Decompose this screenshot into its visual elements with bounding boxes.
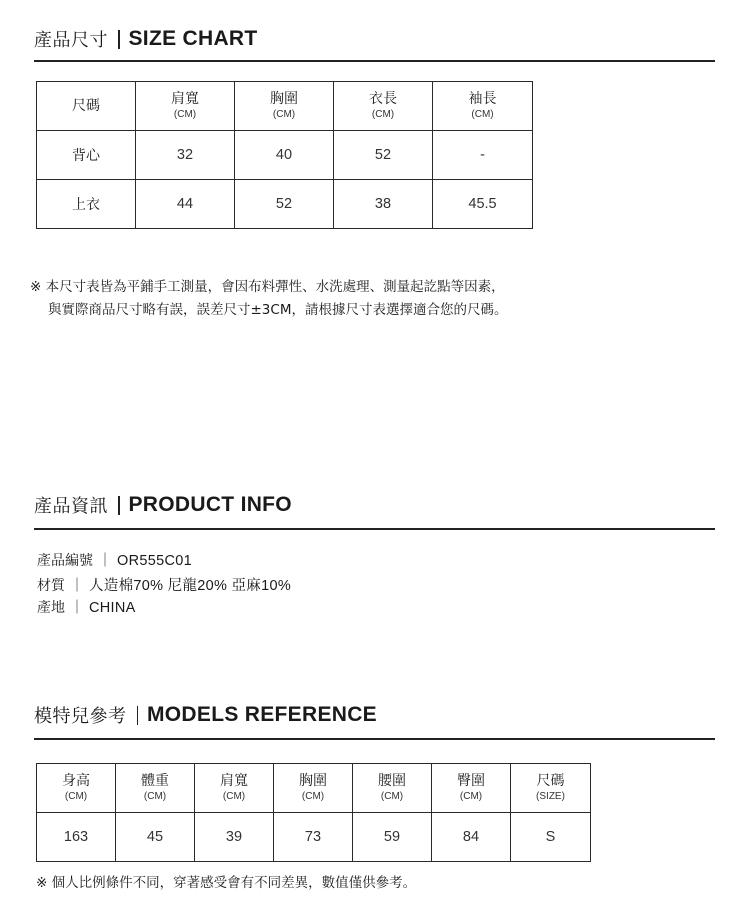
material-line: [37, 574, 291, 595]
table-cell: 163: [37, 813, 116, 862]
section-rule: [34, 738, 715, 740]
info-label: 產品編號: [37, 553, 93, 569]
models-header-cell: 胸圍 (CM): [274, 764, 353, 813]
size-chart-note-line2: 與實際商品尺寸略有誤，誤差尺寸±3CM，請根據尺寸表選擇適合您的尺碼。: [48, 302, 508, 318]
info-separator: ｜: [70, 600, 84, 616]
table-cell: 45.5: [433, 180, 533, 229]
models-reference-title-zh: 模特兒參考: [34, 706, 127, 727]
models-reference-heading: [34, 702, 377, 728]
size-chart-header-cell: 肩寬 (CM): [136, 82, 235, 131]
table-cell: 38: [334, 180, 433, 229]
section-rule: [34, 528, 715, 530]
info-separator: ｜: [98, 553, 112, 569]
product-info-title-en: PRODUCT INFO: [128, 493, 292, 516]
info-value: CHINA: [89, 600, 136, 616]
table-row: [37, 180, 533, 229]
size-label-cell: 背心: [37, 131, 136, 180]
table-cell: 73: [274, 813, 353, 862]
size-chart-title-zh: 產品尺寸: [34, 30, 108, 51]
product-code-line: [37, 550, 192, 570]
table-cell: 45: [116, 813, 195, 862]
size-label-cell: 上衣: [37, 180, 136, 229]
models-header-cell: 身高 (CM): [37, 764, 116, 813]
size-chart-header-row: [37, 82, 533, 131]
table-row: [37, 813, 591, 862]
table-cell: 84: [432, 813, 511, 862]
size-chart-header-cell: 胸圍 (CM): [235, 82, 334, 131]
info-value: OR555C01: [117, 553, 192, 569]
title-divider: [137, 706, 139, 725]
size-chart-table: [36, 81, 533, 229]
size-chart-header-cell: 衣長 (CM): [334, 82, 433, 131]
models-reference-note: ※ 個人比例條件不同，穿著感受會有不同差異，數值僅供參考。: [36, 875, 417, 891]
title-divider: [118, 30, 120, 49]
table-cell: -: [433, 131, 533, 180]
table-cell: S: [511, 813, 591, 862]
size-chart-title-en: SIZE CHART: [128, 27, 258, 50]
title-divider: [118, 496, 120, 515]
origin-line: [37, 597, 136, 617]
info-separator: ｜: [70, 578, 84, 594]
models-header-cell: 臀圍 (CM): [432, 764, 511, 813]
table-cell: 32: [136, 131, 235, 180]
table-cell: 59: [353, 813, 432, 862]
models-header-cell: 體重 (CM): [116, 764, 195, 813]
size-chart-heading: [34, 26, 258, 52]
size-chart-note-line1: ※ 本尺寸表皆為平鋪手工測量，會因布料彈性、水洗處理、測量起訖點等因素，: [30, 279, 505, 295]
size-chart-header-cell: 袖長 (CM): [433, 82, 533, 131]
table-cell: 52: [235, 180, 334, 229]
table-cell: 44: [136, 180, 235, 229]
product-info-heading: [34, 492, 292, 518]
table-cell: 39: [195, 813, 274, 862]
info-label: 產地: [37, 600, 65, 616]
models-header-cell: 肩寬 (CM): [195, 764, 274, 813]
table-cell: 52: [334, 131, 433, 180]
table-row: [37, 131, 533, 180]
models-reference-title-en: MODELS REFERENCE: [147, 703, 377, 726]
models-header-cell: 腰圍 (CM): [353, 764, 432, 813]
models-reference-table: [36, 763, 591, 862]
models-header-cell: 尺碼 (SIZE): [511, 764, 591, 813]
product-info-title-zh: 產品資訊: [34, 496, 108, 517]
section-rule: [34, 60, 715, 62]
info-value: 人造棉70% 尼龍20% 亞麻10%: [89, 578, 292, 594]
size-chart-header-cell: 尺碼: [37, 82, 136, 131]
models-header-row: [37, 764, 591, 813]
info-label: 材質: [37, 578, 65, 594]
table-cell: 40: [235, 131, 334, 180]
